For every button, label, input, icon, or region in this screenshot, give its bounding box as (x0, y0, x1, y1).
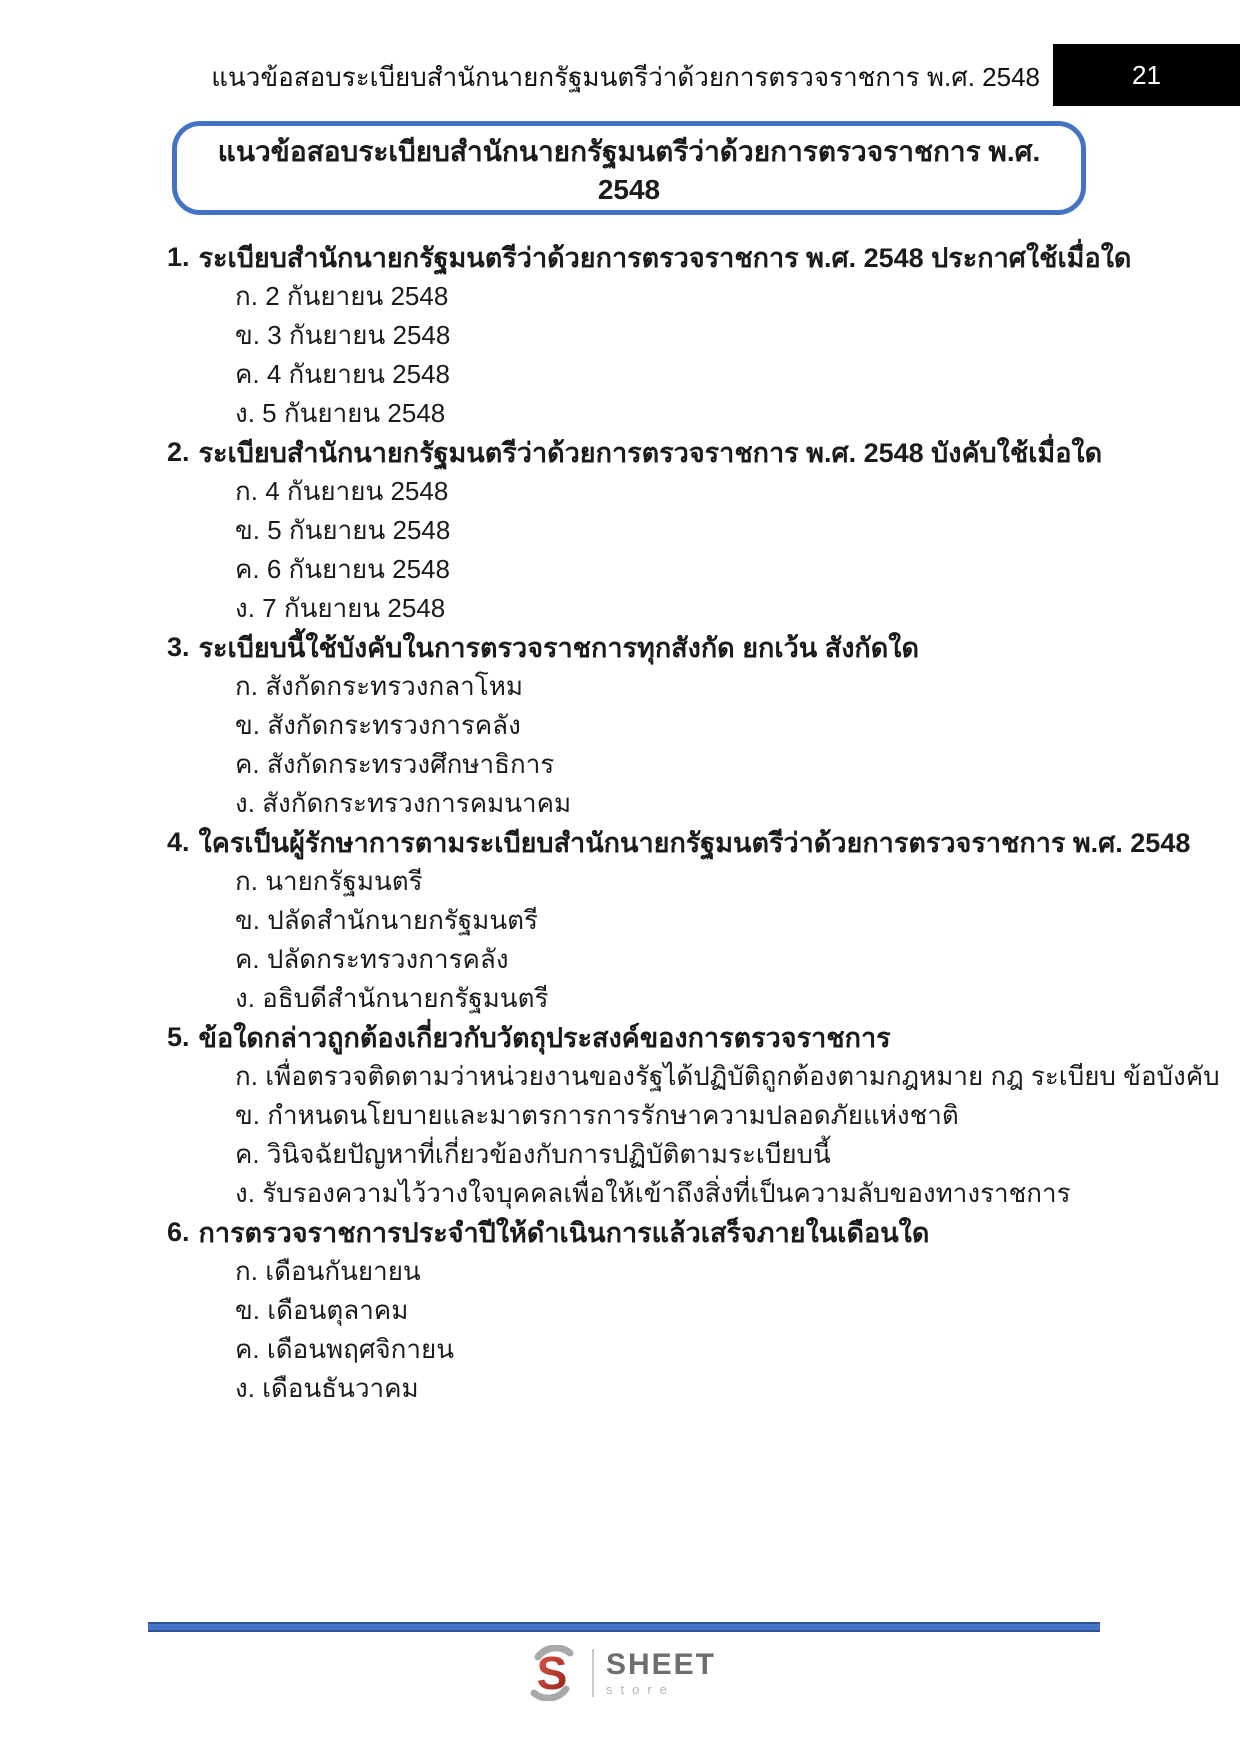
sheet-store-logo (0, 1645, 1240, 1701)
choice: ข. ปลัดสำนักนายกรัฐมนตรี (235, 905, 538, 935)
choice: ก. เดือนกันยายน (235, 1256, 421, 1286)
logo-s-icon (524, 1645, 580, 1701)
question-number: 1. (167, 242, 190, 272)
choice: ง. 7 กันยายน 2548 (235, 593, 446, 623)
choice: ง. เดือนธันวาคม (235, 1373, 419, 1403)
question-number: 5. (167, 1022, 190, 1052)
question-text (167, 1018, 1140, 1057)
logo-subtitle: store (605, 1682, 675, 1697)
question-text (167, 823, 1191, 862)
choice: ง. รับรองความไว้วางใจบุคคลเพื่อให้เข้าถึงสิ่งที่เป็นความลับของทางราชการ (235, 1178, 1071, 1208)
question-number: 4. (167, 827, 190, 857)
title-box (172, 121, 1086, 215)
svg-text:S: S (536, 1647, 568, 1699)
question-text (167, 628, 1140, 667)
question-block (167, 1213, 1140, 1408)
question-label: ระเบียบสำนักนายกรัฐมนตรีว่าด้วยการตรวจราชการ พ.ศ. 2548 ประกาศใช้เมื่อใด (198, 243, 1132, 273)
page-title: แนวข้อสอบระเบียบสำนักนายกรัฐมนตรีว่าด้วยการตรวจราชการ พ.ศ. 2548 (217, 136, 1041, 205)
question-label: ข้อใดกล่าวถูกต้องเกี่ยวกับวัตถุประสงค์ของการตรวจราชการ (198, 1023, 891, 1053)
questions-list (167, 238, 1220, 1408)
logo-words (606, 1650, 716, 1696)
choice: ก. 4 กันยายน 2548 (235, 476, 449, 506)
choice: ข. 3 กันยายน 2548 (235, 320, 451, 350)
choice: ข. สังกัดกระทรวงการคลัง (235, 710, 521, 740)
choice: ข. เดือนตุลาคม (235, 1295, 409, 1325)
question-label: ใครเป็นผู้รักษาการตามระเบียบสำนักนายกรัฐมนตรีว่าด้วยการตรวจราชการ พ.ศ. 2548 (198, 828, 1191, 858)
question-number: 6. (167, 1217, 190, 1247)
choice: ง. 5 กันยายน 2548 (235, 398, 446, 428)
page-number: 21 (1132, 59, 1161, 90)
choice: ก. สังกัดกระทรวงกลาโหม (235, 671, 523, 701)
question-text (167, 238, 1140, 277)
question-block (167, 433, 1140, 628)
question-text (167, 433, 1140, 472)
choice: ง. สังกัดกระทรวงการคมนาคม (235, 788, 572, 818)
choice: ค. 6 กันยายน 2548 (235, 554, 450, 584)
question-label: การตรวจราชการประจำปีให้ดำเนินการแล้วเสร็จภายในเดือนใด (198, 1218, 930, 1248)
choice: ก. 2 กันยายน 2548 (235, 281, 449, 311)
question-block (167, 628, 1140, 823)
page-number-badge (1053, 44, 1240, 106)
logo-divider (592, 1649, 594, 1697)
choice: ค. วินิจฉัยปัญหาที่เกี่ยวข้องกับการปฏิบัติตามระเบียบนี้ (235, 1139, 831, 1169)
question-number: 3. (167, 632, 190, 662)
choice: ก. เพื่อตรวจติดตามว่าหน่วยงานของรัฐได้ปฏิบัติถูกต้องตามกฎหมาย กฎ ระเบียบ ข้อบังคับ (235, 1061, 1220, 1091)
choice: ค. ปลัดกระทรวงการคลัง (235, 944, 509, 974)
footer-rule (148, 1622, 1100, 1632)
question-text (167, 1213, 1140, 1252)
choice: ค. 4 กันยายน 2548 (235, 359, 450, 389)
choice: ง. อธิบดีสำนักนายกรัฐมนตรี (235, 983, 549, 1013)
running-header: แนวข้อสอบระเบียบสำนักนายกรัฐมนตรีว่าด้วยการตรวจราชการ พ.ศ. 2548 (211, 62, 1040, 92)
choice: ข. กำหนดนโยบายและมาตรการการรักษาความปลอดภัยแห่งชาติ (235, 1100, 959, 1130)
question-block (167, 238, 1140, 433)
choice: ค. เดือนพฤศจิกายน (235, 1334, 454, 1364)
choice: ค. สังกัดกระทรวงศึกษาธิการ (235, 749, 555, 779)
question-label: ระเบียบสำนักนายกรัฐมนตรีว่าด้วยการตรวจราชการ พ.ศ. 2548 บังคับใช้เมื่อใด (198, 438, 1103, 468)
question-label: ระเบียบนี้ใช้บังคับในการตรวจราชการทุกสังกัด ยกเว้น สังกัดใด (198, 633, 919, 663)
question-block (167, 823, 1191, 1018)
choice: ข. 5 กันยายน 2548 (235, 515, 451, 545)
question-block (167, 1018, 1220, 1213)
question-number: 2. (167, 437, 190, 467)
logo-name: SHEET (605, 1648, 717, 1681)
choice: ก. นายกรัฐมนตรี (235, 866, 423, 896)
